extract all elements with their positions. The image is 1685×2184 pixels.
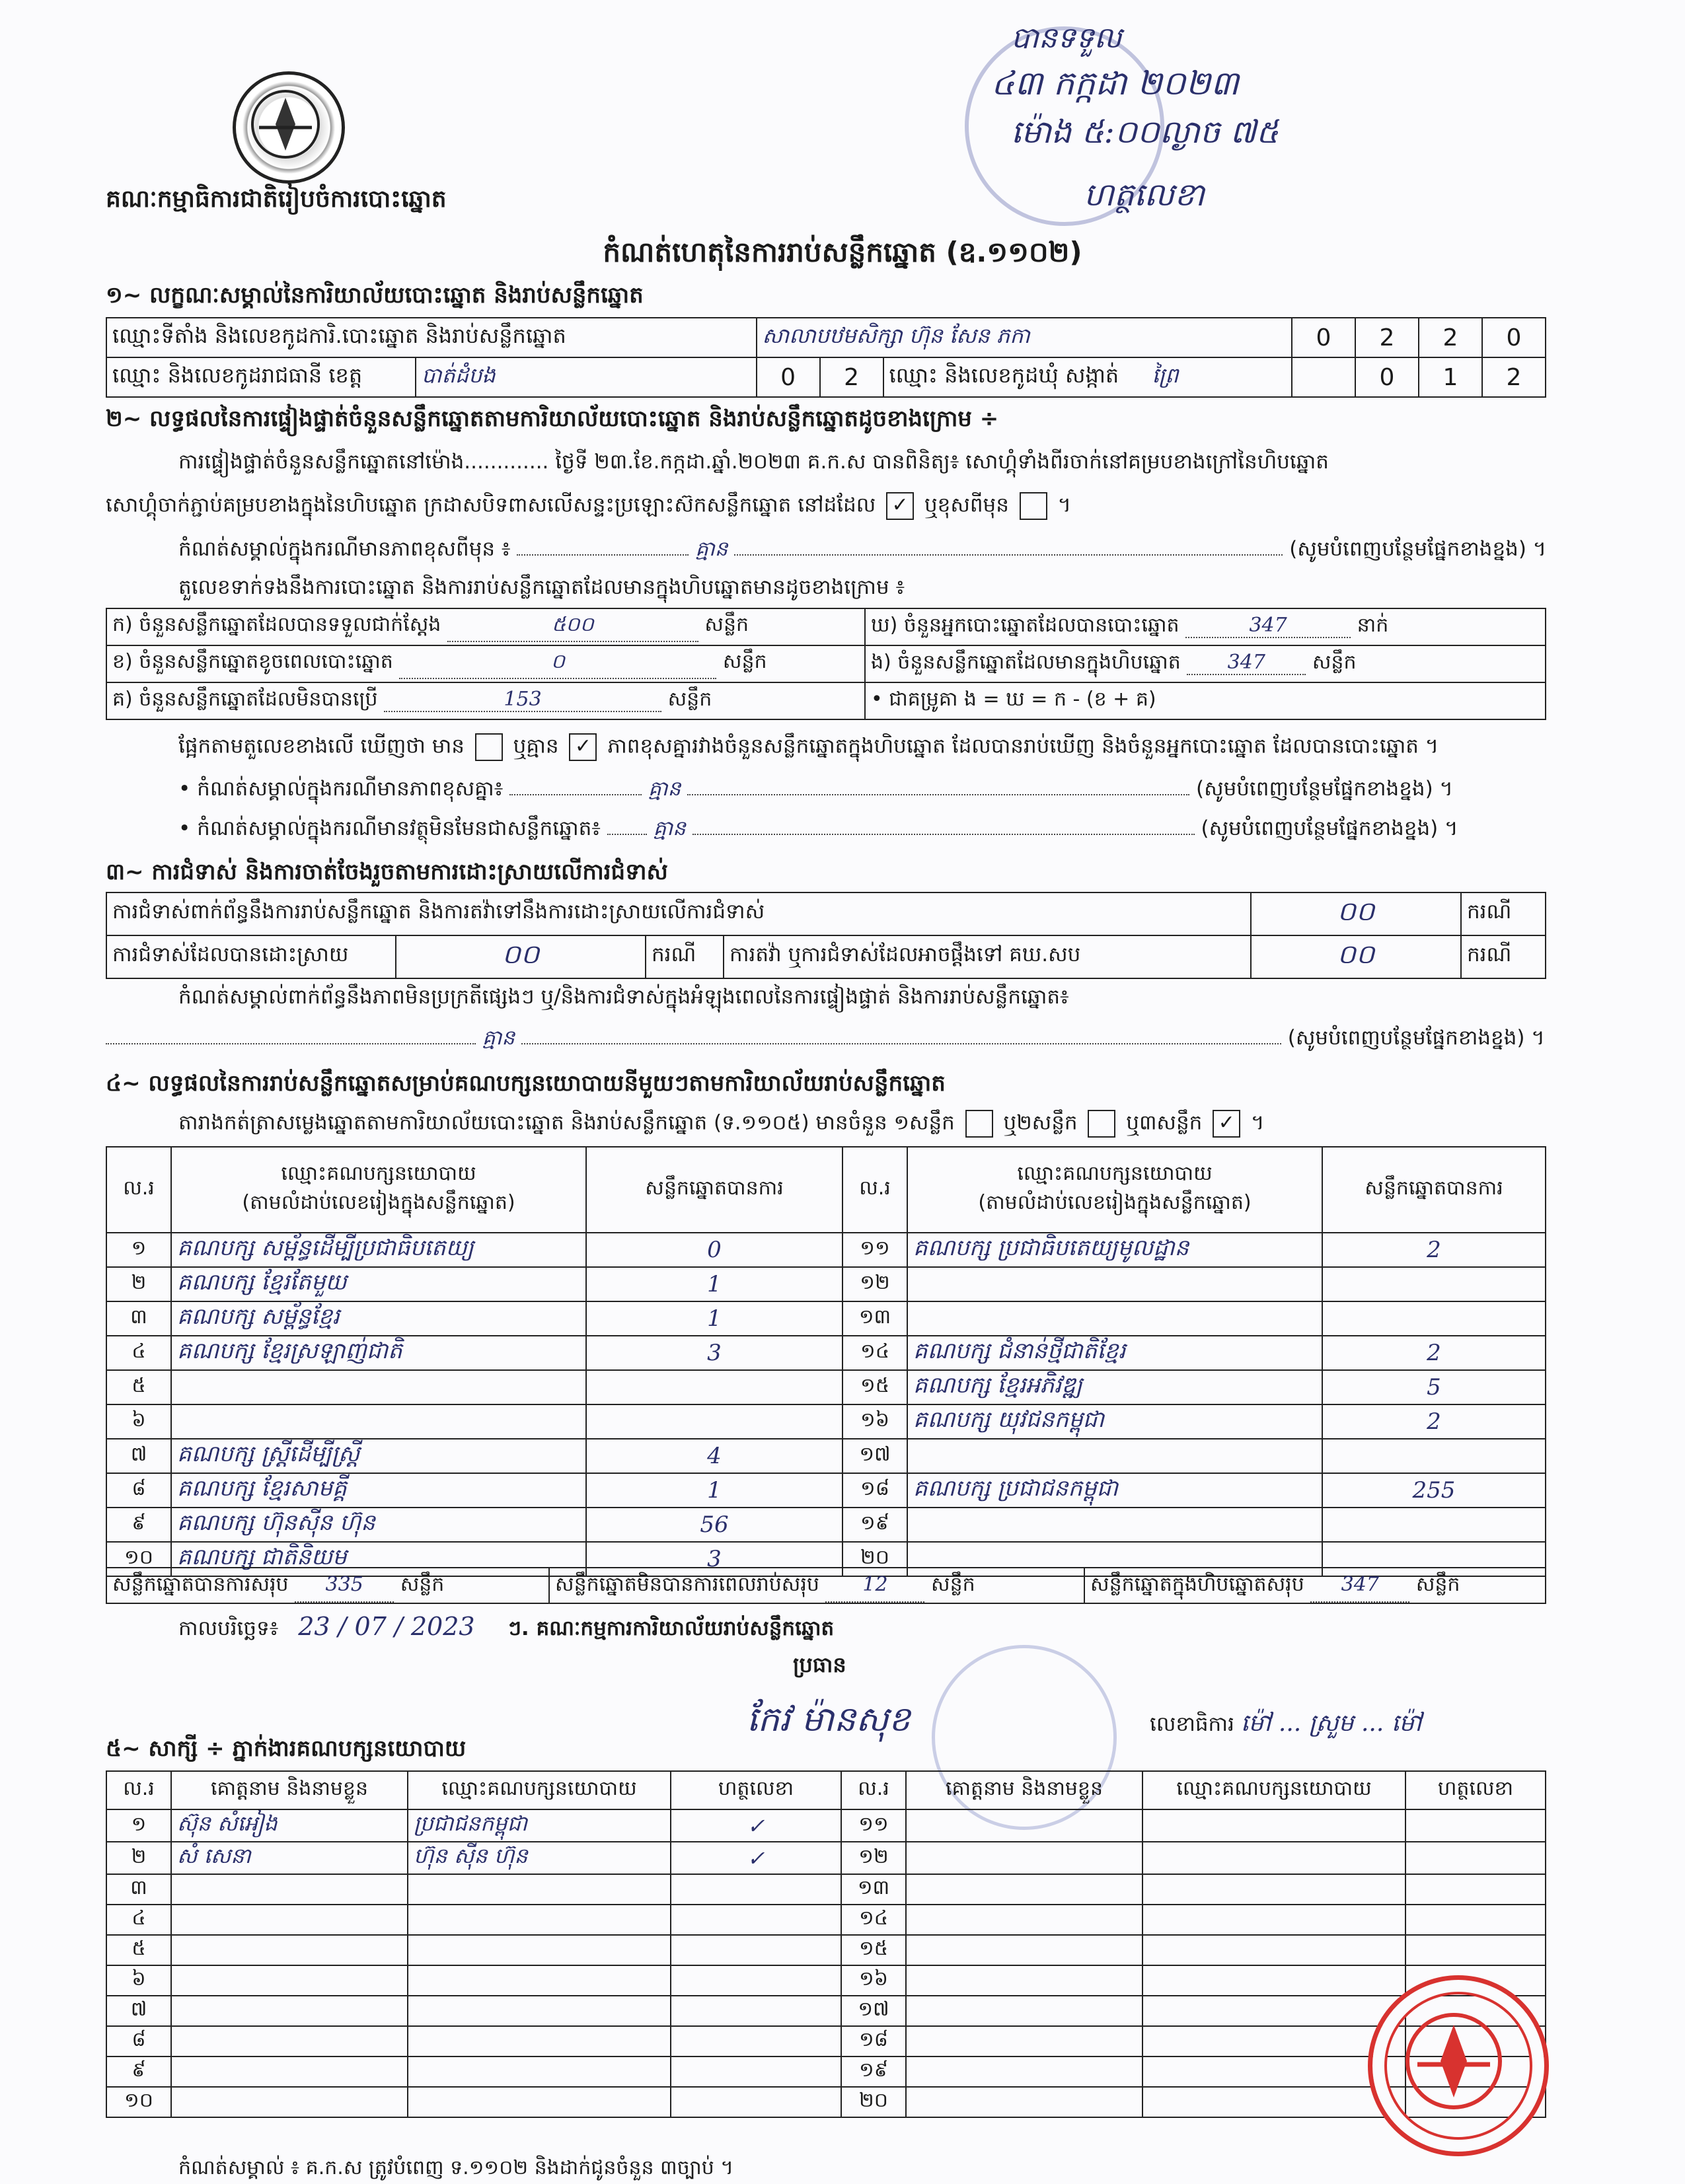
form-title: កំណត់ហេតុនៃការរាប់សន្លឹកឆ្នោត (ឧ.១១០២) (603, 236, 1082, 268)
s2-check-line (178, 733, 1439, 764)
s2-line2: សោហ្គុំចាក់ភ្ជាប់គម្របខាងក្នុងនៃហិបឆ្នោត ក្រដាសបិទពាសលើសន្ទះប្រឡោះស៊កសន្លឹកឆ្នោត នៅដដែល ✓ ឬខុសពីមុន ។ (106, 492, 1071, 523)
ncc-emblem-icon (233, 71, 345, 184)
s4-row-no: ១៩ (842, 1508, 907, 1542)
s1-code-digit: 2 (1419, 318, 1482, 357)
s4-row-votes: 2 (1322, 1336, 1546, 1370)
s2-note-value: គ្មាន (695, 537, 728, 561)
empty-checkbox (475, 733, 503, 761)
table-row (106, 1439, 1546, 1473)
s4-chair-signature: កែវ ម៉ានសុខ (747, 1700, 911, 1739)
section2-heading: ២~ លទ្ធផលនៃការផ្ទៀងផ្ទាត់ចំនួនសន្លឹកឆ្នោតតាមការិយាល័យបោះឆ្នោត និងរាប់សន្លឹកឆ្នោតដូចខាងក្រោម ÷ (106, 406, 999, 432)
s4-sig-heading: ៗ. គណៈកម្មការការិយាល័យរាប់សន្លឹកឆ្នោត (507, 1617, 835, 1640)
s4-row-votes: 3 (586, 1336, 842, 1370)
s4-totals (106, 1567, 1546, 1604)
table-row (106, 1508, 1546, 1542)
table-row (106, 1809, 1546, 1842)
check-icon: ✓ (1213, 1110, 1240, 1138)
s3-row2-value2: ០០ (1251, 935, 1461, 978)
s1-row2-value2: ព្រៃ (1152, 362, 1179, 388)
s4-row-party (907, 1439, 1322, 1473)
s4-row-no: ១៥ (842, 1370, 907, 1404)
s3-row2-unit: ករណី (646, 935, 724, 978)
s4-opt3: ឬ៣សន្លឹក (1126, 1110, 1203, 1135)
s5-row-name (906, 1809, 1142, 1842)
s5-row-no: ៧ (106, 1996, 171, 2026)
s2-line2-or: ឬខុសពីមុន (924, 493, 1009, 517)
s3-table (106, 892, 1546, 979)
s4-row-party: គណបក្ស ខ្មែរស្រឡាញ់ជាតិ (171, 1336, 586, 1370)
receipt-signature: ហត្ថលេខា (1084, 176, 1205, 213)
s2-bullet2-hint: (សូមបំពេញបន្ថែមផ្នែកខាងខ្នង) ។ (1201, 817, 1458, 840)
s5-row-no: ១ (106, 1809, 171, 1842)
s5-row-party (1142, 1965, 1405, 1996)
s4-secretary (1150, 1708, 1421, 1743)
s4-col-votes: សន្លឹកឆ្នោតបានការ (586, 1147, 842, 1233)
s4-intro: តារាងកត់ត្រាសម្លេងឆ្នោតតាមការិយាល័យបោះឆ្នោត និងរាប់សន្លឹកឆ្នោត (ទ.១១០៥) មានចំនួន ១សន្លឹក ឬ២សន្លឹក ឬ៣សន្លឹក ✓ ។ (178, 1110, 1264, 1140)
s4-row-votes (1322, 1301, 1546, 1336)
s3-row2-value: ០០ (396, 935, 646, 978)
s4-row-no: ៥ (106, 1370, 171, 1404)
s1-prov-digit: 0 (757, 357, 820, 397)
footer-note: កំណត់សម្គាល់ ៖ គ.ក.ស ត្រូវបំពេញ ទ.១១០២ និងដាក់ជូនចំនួន ៣ច្បាប់ ។ (178, 2156, 734, 2179)
s4-row-no: ៦ (106, 1404, 171, 1439)
s5-row-no: ១៣ (841, 1874, 906, 1905)
s4-row-no: ២ (106, 1267, 171, 1301)
s5-row-no: ១៦ (841, 1965, 906, 1996)
table-row (106, 2087, 1546, 2117)
s2-kha-label: ខ) ចំនួនសន្លឹកឆ្នោតខូចពេលបោះឆ្នោត (112, 650, 393, 673)
s4-row-party: គណបក្ស យុវជនកម្ពុជា (907, 1404, 1322, 1439)
s5-row-no: ៣ (106, 1874, 171, 1905)
s5-row-party (1142, 1809, 1405, 1842)
s5-row-sig (671, 2087, 841, 2117)
s5-row-no: ១០ (106, 2087, 171, 2117)
s5-row-party (1142, 1905, 1405, 1935)
s4-date (178, 1612, 834, 1646)
s5-row-no: ២ (106, 1842, 171, 1874)
s5-row-party (408, 2057, 671, 2087)
s2-ka-label: ក) ចំនួនសន្លឹកឆ្នោតដែលបានទទួលជាក់ស្តែង (112, 613, 441, 636)
s4-row-no: ១ (106, 1233, 171, 1267)
s2-ngo-value: 347 (1187, 651, 1306, 675)
s2-ko (106, 682, 865, 719)
s5-row-name (906, 2087, 1142, 2117)
s4-chair-label: ប្រធាន (793, 1652, 846, 1677)
s5-row-party (408, 1965, 671, 1996)
s2-check-c: ភាពខុសគ្នារវាងចំនួនសន្លឹកឆ្នោតក្នុងហិបឆ្នោត ដែលបានរាប់ឃើញ និងចំនួនអ្នកបោះឆ្នោត ដែលបានបោះឆ្នោត ។ (607, 734, 1439, 758)
s4-row-votes: 3 (586, 1542, 842, 1576)
s3-row2-unit2: ករណី (1461, 935, 1546, 978)
s2-bullet1 (178, 776, 1453, 806)
s5-row-no: ៤ (106, 1905, 171, 1935)
s5-row-no: ២០ (841, 2087, 906, 2117)
s4-secretary-label: លេខាធិការ (1150, 1712, 1234, 1736)
s2-formula: • ជាគម្រូគា ង = ឃ = ក - (ខ + គ) (865, 682, 1546, 719)
s5-row-party (408, 1935, 671, 1965)
table-row (106, 1874, 1546, 1905)
s4-total-invalid-label: សន្លឹកឆ្នោតមិនបានការពេលរាប់សរុប (555, 1573, 819, 1596)
s1-commune-digit: 2 (1482, 357, 1546, 397)
s4-opt2: ឬ២សន្លឹក (1003, 1110, 1078, 1135)
s2-bullet1-hint: (សូមបំពេញបន្ថែមផ្នែកខាងខ្នង) ។ (1195, 777, 1453, 801)
s1-row2-label2-text: ឈ្មោះ និងលេខកូដឃុំ សង្កាត់ (889, 362, 1119, 388)
s4-row-no: ៣ (106, 1301, 171, 1336)
s5-row-party (408, 1996, 671, 2026)
s2-note-label: កំណត់សម្គាល់ក្នុងករណីមានភាពខុសពីមុន ៖ (178, 537, 511, 561)
s4-date-value: 23 / 07 / 2023 (298, 1612, 475, 1641)
s4-total-box-value: 347 (1310, 1568, 1409, 1603)
s1-row2-label2 (883, 357, 1292, 397)
s4-unit: សន្លឹក (931, 1573, 975, 1596)
s5-row-name (171, 1965, 408, 1996)
s4-intro-text: តារាងកត់ត្រាសម្លេងឆ្នោតតាមការិយាល័យបោះឆ្នោត និងរាប់សន្លឹកឆ្នោត (ទ.១១០៥) មានចំនួន ១សន្លឹក (178, 1110, 955, 1135)
s5-row-party (408, 1905, 671, 1935)
s3-fill-hint: (សូមបំពេញបន្ថែមផ្នែកខាងខ្នង) ។ (1287, 1026, 1545, 1050)
s5-row-name (906, 1842, 1142, 1874)
s1-prov-digit: 2 (820, 357, 883, 397)
s5-row-no: ១២ (841, 1842, 906, 1874)
s5-row-sig (1405, 1874, 1546, 1905)
section1-heading: ១~ លក្ខណៈសម្គាល់នៃការិយាល័យបោះឆ្នោត និងរាប់សន្លឹកឆ្នោត (106, 282, 644, 309)
s4-row-no: ៩ (106, 1508, 171, 1542)
receipt-line-1: បានទទួល (1011, 21, 1122, 55)
s5-row-name (906, 1905, 1142, 1935)
s4-col-party-title: ឈ្មោះគណបក្សនយោបាយ (281, 1162, 476, 1185)
s5-row-name (171, 1935, 408, 1965)
receipt-line-3: ម៉ោង ៥:០០ល្ងាច ៧៥ (1011, 114, 1279, 151)
s4-total-valid (107, 1568, 550, 1603)
s2-kha (106, 645, 865, 682)
s5-row-name (171, 2026, 408, 2057)
s5-row-party (1142, 1874, 1405, 1905)
s1-row2-value1: បាត់ដំបង (416, 357, 757, 397)
s4-row-party: គណបក្ស ប្រជាជនកម្ពុជា (907, 1473, 1322, 1508)
s5-row-sig (671, 2026, 841, 2057)
s1-row1-value: សាលាបឋមសិក្សា ហ៊ុន សែន ភកា (757, 318, 1292, 357)
section5-heading: ៥~ សាក្សី ÷ ភ្នាក់ងារគណបក្សនយោបាយ (106, 1735, 467, 1762)
s2-check-b: ឬគ្មាន (513, 734, 559, 758)
s5-row-sig (671, 1965, 841, 1996)
s2-fill-hint: (សូមបំពេញបន្ថែមផ្នែកខាងខ្នង) ។ (1289, 537, 1547, 561)
s5-row-no: ១៥ (841, 1935, 906, 1965)
s4-row-votes: 5 (1322, 1370, 1546, 1404)
s4-row-votes: 255 (1322, 1473, 1546, 1508)
s2-ngo-unit: សន្លឹក (1312, 651, 1357, 674)
s2-kha-value: ០ (399, 649, 716, 679)
s1-code-digit: 2 (1355, 318, 1419, 357)
s3-row1-value: ០០ (1251, 892, 1461, 935)
s4-row-no: ៨ (106, 1473, 171, 1508)
table-row (106, 2026, 1546, 2057)
s5-row-party (408, 2026, 671, 2057)
s4-date-label: កាលបរិច្ឆេទ៖ (178, 1617, 279, 1640)
s4-secretary-sig: ម៉ៅ ... ស្រួម ... ម៉ៅ (1240, 1710, 1422, 1737)
empty-checkbox (1088, 1110, 1115, 1138)
table-row (106, 1965, 1546, 1996)
s5-row-name (171, 1905, 408, 1935)
empty-checkbox (1020, 492, 1047, 520)
s4-row-no: ១៧ (842, 1439, 907, 1473)
section4-heading: ៤~ លទ្ធផលនៃការរាប់សន្លឹកឆ្នោតសម្រាប់គណបក្សនយោបាយនីមួយៗតាមការិយាល័យរាប់សន្លឹកឆ្នោត (106, 1070, 946, 1097)
s2-ngo-label: ង) ចំនួនសន្លឹកឆ្នោតដែលមានក្នុងហិបឆ្នោត (871, 651, 1181, 674)
s4-col-party-title-2: ឈ្មោះគណបក្សនយោបាយ (1017, 1162, 1213, 1185)
s4-row-votes (1322, 1267, 1546, 1301)
s5-row-name (906, 1965, 1142, 1996)
s5-row-sig (1405, 1809, 1546, 1842)
s4-row-party: គណបក្ស ហ៊ុនស៊ីន ហ៊ុន (171, 1508, 586, 1542)
s5-witness-table (106, 1770, 1546, 2118)
s5-row-party (1142, 2026, 1405, 2057)
s4-row-votes: 56 (586, 1508, 842, 1542)
s2-kor-unit: នាក់ (1357, 614, 1389, 637)
s5-row-name (906, 1874, 1142, 1905)
s4-unit: សន្លឹក (400, 1573, 445, 1596)
s5-row-sig (1405, 1935, 1546, 1965)
s5-row-no: ១៤ (841, 1905, 906, 1935)
s4-row-party (171, 1404, 586, 1439)
s5-row-party (408, 1874, 671, 1905)
s5-row-name (171, 2087, 408, 2117)
s2-line2-text: សោហ្គុំចាក់ភ្ជាប់គម្របខាងក្នុងនៃហិបឆ្នោត ក្រដាសបិទពាសលើសន្ទះប្រឡោះស៊កសន្លឹកឆ្នោត នៅដដែល (106, 493, 876, 517)
s5-row-party (1142, 2087, 1405, 2117)
s4-row-no: ៤ (106, 1336, 171, 1370)
s4-row-party: គណបក្ស ខ្មែរតែមួយ (171, 1267, 586, 1301)
s2-counts-table (106, 608, 1546, 720)
check-icon: ✓ (886, 492, 914, 520)
s5-col-party-2: ឈ្មោះគណបក្សនយោបាយ (1142, 1771, 1405, 1809)
s4-row-no: ៧ (106, 1439, 171, 1473)
s4-unit: សន្លឹក (1415, 1573, 1460, 1596)
s5-row-name (171, 1874, 408, 1905)
s2-intro: តួលេខទាក់ទងនឹងការបោះឆ្នោត និងការរាប់សន្លឹកឆ្នោតដែលមានក្នុងហិបឆ្នោតមានដូចខាងក្រោម ៖ (178, 575, 905, 599)
s4-votes-table (106, 1146, 1546, 1577)
s4-row-party: គណបក្ស ស្ត្រីដើម្បីស្ត្រី (171, 1439, 586, 1473)
s5-col-sig: ហត្ថលេខា (671, 1771, 841, 1809)
table-row (106, 1336, 1546, 1370)
s4-row-votes: 1 (586, 1267, 842, 1301)
s4-row-party: គណបក្ស ខ្មែរអភិវឌ្ឍ (907, 1370, 1322, 1404)
s5-row-no: ៩ (106, 2057, 171, 2087)
s2-bullet1-value: គ្មាន (648, 777, 681, 801)
table-row (106, 1233, 1546, 1267)
s5-row-name (906, 2057, 1142, 2087)
s5-col-name: គោត្តនាម និងនាមខ្លួន (171, 1771, 408, 1809)
s4-col-no: ល.រ (106, 1147, 171, 1233)
s5-col-party: ឈ្មោះគណបក្សនយោបាយ (408, 1771, 671, 1809)
s4-row-party (171, 1370, 586, 1404)
s5-row-sig (671, 2057, 841, 2087)
commission-name: គណៈកម្មាធិការជាតិរៀបចំការបោះឆ្នោត (106, 186, 447, 213)
table-row (106, 1301, 1546, 1336)
table-row (106, 1935, 1546, 1965)
s2-ka-value: ៥០០ (447, 612, 698, 642)
section3-heading: ៣~ ការជំទាស់ និងការចាត់ចែងរួចតាមការដោះស្រាយលើការជំទាស់ (106, 859, 668, 885)
table-row (106, 1267, 1546, 1301)
s5-row-name (906, 1996, 1142, 2026)
s5-row-party: ប្រជាជនកម្ពុជា (408, 1809, 671, 1842)
s5-row-party (1142, 2057, 1405, 2087)
s2-bullet1-label: • កំណត់សម្គាល់ក្នុងករណីមានភាពខុសគ្នា៖ (178, 777, 504, 801)
s4-row-party: គណបក្ស ជំនាន់ថ្មីជាតិខ្មែរ (907, 1336, 1322, 1370)
s4-row-party: គណបក្ស ជាតិនិយម (171, 1542, 586, 1576)
table-row (106, 1404, 1546, 1439)
s5-col-no: ល.រ (106, 1771, 171, 1809)
s4-col-party-2 (907, 1147, 1322, 1233)
s5-row-name (171, 1996, 408, 2026)
s2-kor (865, 608, 1546, 645)
s2-ka-unit: សន្លឹក (704, 613, 749, 636)
s5-row-party (1142, 1842, 1405, 1874)
s4-row-votes: 1 (586, 1473, 842, 1508)
s3-row2-label: ការជំទាស់ដែលបានដោះស្រាយ (106, 935, 396, 978)
s4-row-votes: 2 (1322, 1404, 1546, 1439)
s5-row-name: សំ សេនា (171, 1842, 408, 1874)
s5-row-sig (1405, 1842, 1546, 1874)
s4-row-party (907, 1508, 1322, 1542)
s2-bullet2 (178, 816, 1458, 846)
s4-row-party: គណបក្ស ប្រជាធិបតេយ្យមូលដ្ឋាន (907, 1233, 1322, 1267)
s5-row-name: ស៊ុន សំអៀង (171, 1809, 408, 1842)
s1-commune-digit: 1 (1419, 357, 1482, 397)
s2-ko-value: 153 (384, 688, 661, 712)
s1-code-digit: 0 (1482, 318, 1546, 357)
s5-row-sig (671, 1905, 841, 1935)
s4-row-no: ២០ (842, 1542, 907, 1576)
s1-code-digit: 0 (1292, 318, 1355, 357)
s5-row-no: ១១ (841, 1809, 906, 1842)
table-row (106, 1370, 1546, 1404)
s4-total-valid-value: 335 (295, 1568, 394, 1603)
s1-blank (1292, 357, 1355, 397)
s5-row-sig (671, 1935, 841, 1965)
s3-row2-label2: ការតវ៉ា ឬការជំទាស់ដែលអាចផ្តឹងទៅ គឃ.សប (724, 935, 1251, 978)
table-row (106, 1473, 1546, 1508)
s4-row-party: គណបក្ស ខ្មែរសាមគ្គី (171, 1473, 586, 1508)
s4-total-box-label: សន្លឹកឆ្នោតក្នុងហិបឆ្នោតសរុប (1090, 1573, 1304, 1596)
s2-ka (106, 608, 865, 645)
s4-row-no: ១១ (842, 1233, 907, 1267)
s5-row-sig: ✓ (671, 1842, 841, 1874)
s5-row-sig: ✓ (671, 1809, 841, 1842)
s4-col-votes-2: សន្លឹកឆ្នោតបានការ (1322, 1147, 1546, 1233)
s5-row-no: ១៩ (841, 2057, 906, 2087)
s2-ko-label: គ) ចំនួនសន្លឹកឆ្នោតដែលមិនបានប្រើ (112, 688, 378, 711)
s4-col-no-2: ល.រ (842, 1147, 907, 1233)
s3-row1-label: ការជំទាស់ពាក់ព័ន្ធនឹងការរាប់សន្លឹកឆ្នោត និងការតវ៉ាទៅនឹងការដោះស្រាយលើការជំទាស់ (106, 892, 1251, 935)
s5-row-sig (671, 1874, 841, 1905)
s3-note: កំណត់សម្គាល់ពាក់ព័ន្ធនឹងភាពមិនប្រក្រតីផ្សេងៗ ឬ/និងការជំទាស់ក្នុងអំឡុងពេលនៃការផ្ទៀងផ្ទាត់ និងការរាប់សន្លឹកឆ្នោត៖ (178, 985, 1069, 1009)
s4-row-votes (586, 1370, 842, 1404)
s2-line1: ការផ្ទៀងផ្ទាត់ចំនួនសន្លឹកឆ្នោតនៅម៉ោង............. ថ្ងៃទី ២៣.ខែ.កក្កដា.ឆ្នាំ.២០២៣ គ.ក.ស បានពិនិត្យ៖ សោហ្គុំទាំងពីរចាក់នៅគម្របខាងក្រៅនៃហិបឆ្នោត (178, 450, 1329, 474)
table-row (106, 1905, 1546, 1935)
s1-row2-label1: ឈ្មោះ និងលេខកូដរាជធានី ខេត្ត (106, 357, 416, 397)
s5-row-sig (671, 1996, 841, 2026)
s4-total-invalid-value: 12 (825, 1568, 924, 1603)
s4-row-votes: 1 (586, 1301, 842, 1336)
s1-row1-label: ឈ្មោះទីតាំង និងលេខកូដការិ.បោះឆ្នោត និងរាប់សន្លឹកឆ្នោត (106, 318, 757, 357)
s4-col-party (171, 1147, 586, 1233)
table-row (106, 2057, 1546, 2087)
s4-row-party: គណបក្ស សម្ព័ន្ធដើម្បីប្រជាធិបតេយ្យ (171, 1233, 586, 1267)
table-row (106, 1842, 1546, 1874)
s5-row-no: ៨ (106, 2026, 171, 2057)
s5-row-party (1142, 1935, 1405, 1965)
s4-row-votes: 0 (586, 1233, 842, 1267)
s5-col-no-2: ល.រ (841, 1771, 906, 1809)
s4-row-no: ១៨ (842, 1473, 907, 1508)
s4-row-no: ១០ (106, 1542, 171, 1576)
s3-note-value: គ្មាន (482, 1026, 515, 1050)
s4-total-valid-label: សន្លឹកឆ្នោតបានការសរុប (112, 1573, 289, 1596)
s4-row-no: ១៣ (842, 1301, 907, 1336)
s3-row1-unit: ករណី (1461, 892, 1546, 935)
s2-ko-unit: សន្លឹក (667, 688, 712, 711)
check-icon: ✓ (569, 733, 597, 761)
s4-col-party-sub-2: (តាមលំដាប់លេខរៀងក្នុងសន្លឹកឆ្នោត) (978, 1191, 1252, 1214)
s5-row-sig (1405, 1905, 1546, 1935)
s5-row-no: ៥ (106, 1935, 171, 1965)
s2-kha-unit: សន្លឹក (722, 650, 767, 673)
table-row (106, 1996, 1546, 2026)
s4-row-no: ១៤ (842, 1336, 907, 1370)
s4-row-votes (1322, 1508, 1546, 1542)
s4-row-no: ១៦ (842, 1404, 907, 1439)
s4-row-party (907, 1267, 1322, 1301)
s4-row-party: គណបក្ស សម្ព័ន្ធខ្មែរ (171, 1301, 586, 1336)
s5-row-name (906, 2026, 1142, 2057)
s5-row-name (171, 2057, 408, 2087)
s4-total-invalid (550, 1568, 1085, 1603)
s5-row-party (408, 2087, 671, 2117)
s2-note (178, 536, 1546, 566)
s4-row-party (907, 1301, 1322, 1336)
s5-col-sig-2: ហត្ថលេខា (1405, 1771, 1546, 1809)
s2-bullet2-value: គ្មាន (653, 817, 686, 840)
s5-row-party: ហ៊ុន ស៊ីន ហ៊ុន (408, 1842, 671, 1874)
s5-row-party (1142, 1996, 1405, 2026)
section1-table (106, 317, 1546, 398)
s1-commune-digit: 0 (1355, 357, 1419, 397)
red-seal-icon (1368, 1975, 1549, 2156)
s4-total-box (1085, 1568, 1460, 1603)
s2-check-a: ផ្អែកតាមតួលេខខាងលើ ឃើញថា មាន (178, 734, 465, 758)
s5-row-no: ៦ (106, 1965, 171, 1996)
s4-col-party-sub: (តាមលំដាប់លេខរៀងក្នុងសន្លឹកឆ្នោត) (242, 1191, 515, 1214)
receipt-line-2: ៤៣ កក្កដា ២០២៣ (991, 64, 1239, 102)
s2-kor-label: ឃ) ចំនួនអ្នកបោះឆ្នោតដែលបានបោះឆ្នោត (871, 614, 1180, 637)
s5-row-no: ១៧ (841, 1996, 906, 2026)
s4-row-votes (586, 1404, 842, 1439)
s4-row-votes: 2 (1322, 1233, 1546, 1267)
s2-ngo (865, 645, 1546, 682)
s5-row-no: ១៨ (841, 2026, 906, 2057)
s2-kor-value: 347 (1185, 614, 1351, 638)
s4-row-no: ១២ (842, 1267, 907, 1301)
s3-note-2 (106, 1025, 1545, 1055)
s2-bullet2-label: • កំណត់សម្គាល់ក្នុងករណីមានវត្ថុមិនមែនជាសន្លឹកឆ្នោត៖ (178, 817, 601, 840)
s5-col-name-2: គោត្តនាម និងនាមខ្លួន (906, 1771, 1142, 1809)
empty-checkbox (965, 1110, 993, 1138)
s4-row-votes (1322, 1439, 1546, 1473)
s4-row-votes: 4 (586, 1439, 842, 1473)
s5-row-name (906, 1935, 1142, 1965)
